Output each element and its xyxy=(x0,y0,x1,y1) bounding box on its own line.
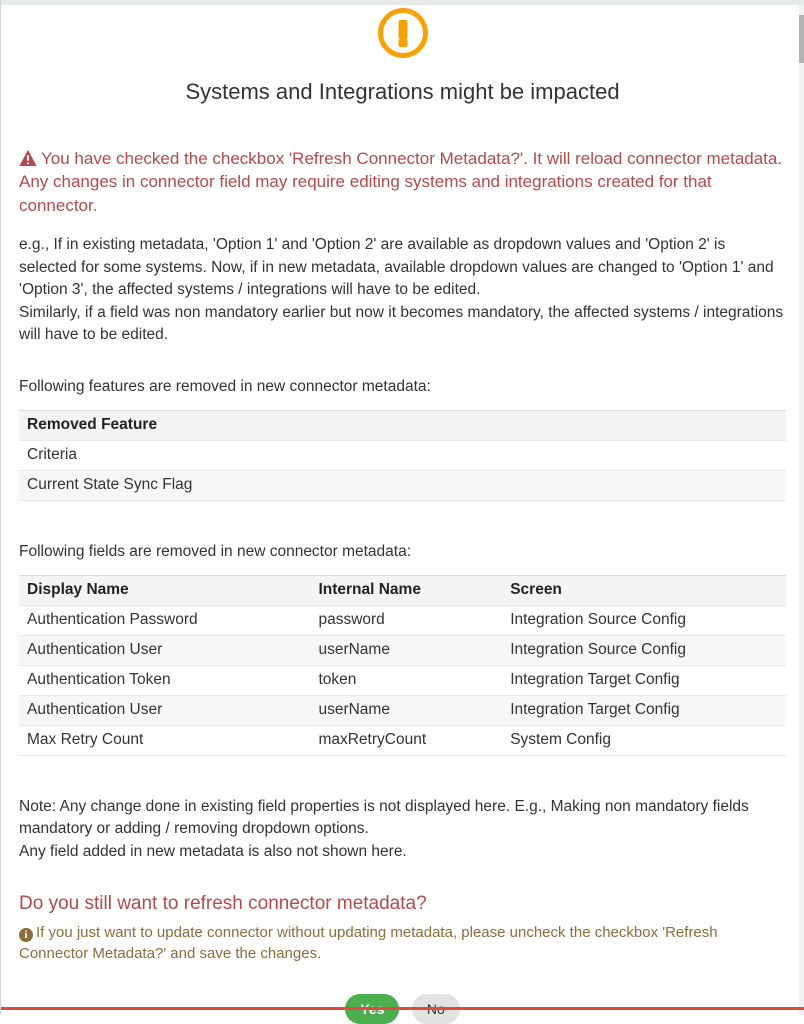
info-message: i If you just want to update connector without updating metadata, please uncheck the checkbox 'Refresh Connector Metadata?' and save the changes. xyxy=(19,924,718,963)
warning-line-1: You have checked the checkbox 'Refresh Connector Metadata?'. It will reload connector metadata. xyxy=(19,147,786,170)
exclamation-circle-icon xyxy=(378,8,428,58)
removed-fields-intro: Following fields are removed in new connector metadata: xyxy=(19,542,412,560)
removed-features-intro: Following features are removed in new connector metadata: xyxy=(19,377,431,395)
table-row: Authentication Password password Integration Source Config xyxy=(19,605,786,635)
table-row: Authentication User userName Integration Source Config xyxy=(19,635,786,665)
removed-fields-table xyxy=(19,575,786,756)
vertical-scrollbar[interactable] xyxy=(799,5,804,1015)
removed-feature-header: Removed Feature xyxy=(19,410,786,440)
table-row: Current State Sync Flag xyxy=(19,470,786,500)
scrollbar-thumb[interactable] xyxy=(799,15,804,63)
confirm-question: Do you still want to refresh connector metadata? xyxy=(19,893,427,915)
explanation-line-2: Similarly, if a field was non mandatory earlier but now it becomes mandatory, the affected systems / integrations will have to be edited. xyxy=(19,303,784,344)
explanation-line-1: e.g., If in existing metadata, 'Option 1' and 'Option 2' are available as dropdown values and 'Option 2' is selected for some systems. Now, if in new metadata, available dropdown values are changed to 'Option 1' and 'Option 3', the affected systems / integrations will have to be edited. xyxy=(19,236,774,299)
explanation-text xyxy=(19,234,786,346)
table-row: Authentication User userName Integration Target Config xyxy=(19,695,786,725)
removed-features-table xyxy=(19,410,786,501)
note-line-2: Any field added in new metadata is also not shown here. xyxy=(19,842,407,860)
warning-line-2: Any changes in connector field may require editing systems and integrations created for that connector. xyxy=(19,172,712,215)
window-top-strip xyxy=(1,0,804,5)
warning-triangle-icon xyxy=(19,149,41,168)
dialog-title: Systems and Integrations might be impacted xyxy=(185,79,620,104)
table-header-row xyxy=(19,410,786,440)
note-line-1: Note: Any change done in existing field properties is not displayed here. E.g., Making non mandatory fields mandatory or adding / removing dropdown options. xyxy=(19,797,749,838)
display-name-header: Display Name xyxy=(19,575,310,605)
internal-name-header: Internal Name xyxy=(310,575,502,605)
screen-header: Screen xyxy=(502,575,786,605)
table-row: Criteria xyxy=(19,440,786,470)
table-row: Max Retry Count maxRetryCount System Config xyxy=(19,725,786,755)
bottom-accent-line xyxy=(1,1007,804,1010)
table-header-row xyxy=(19,575,786,605)
table-row: Authentication Token token Integration Target Config xyxy=(19,665,786,695)
info-circle-icon: i xyxy=(19,928,33,942)
note-text xyxy=(19,796,786,863)
refresh-warning-message xyxy=(19,147,786,217)
